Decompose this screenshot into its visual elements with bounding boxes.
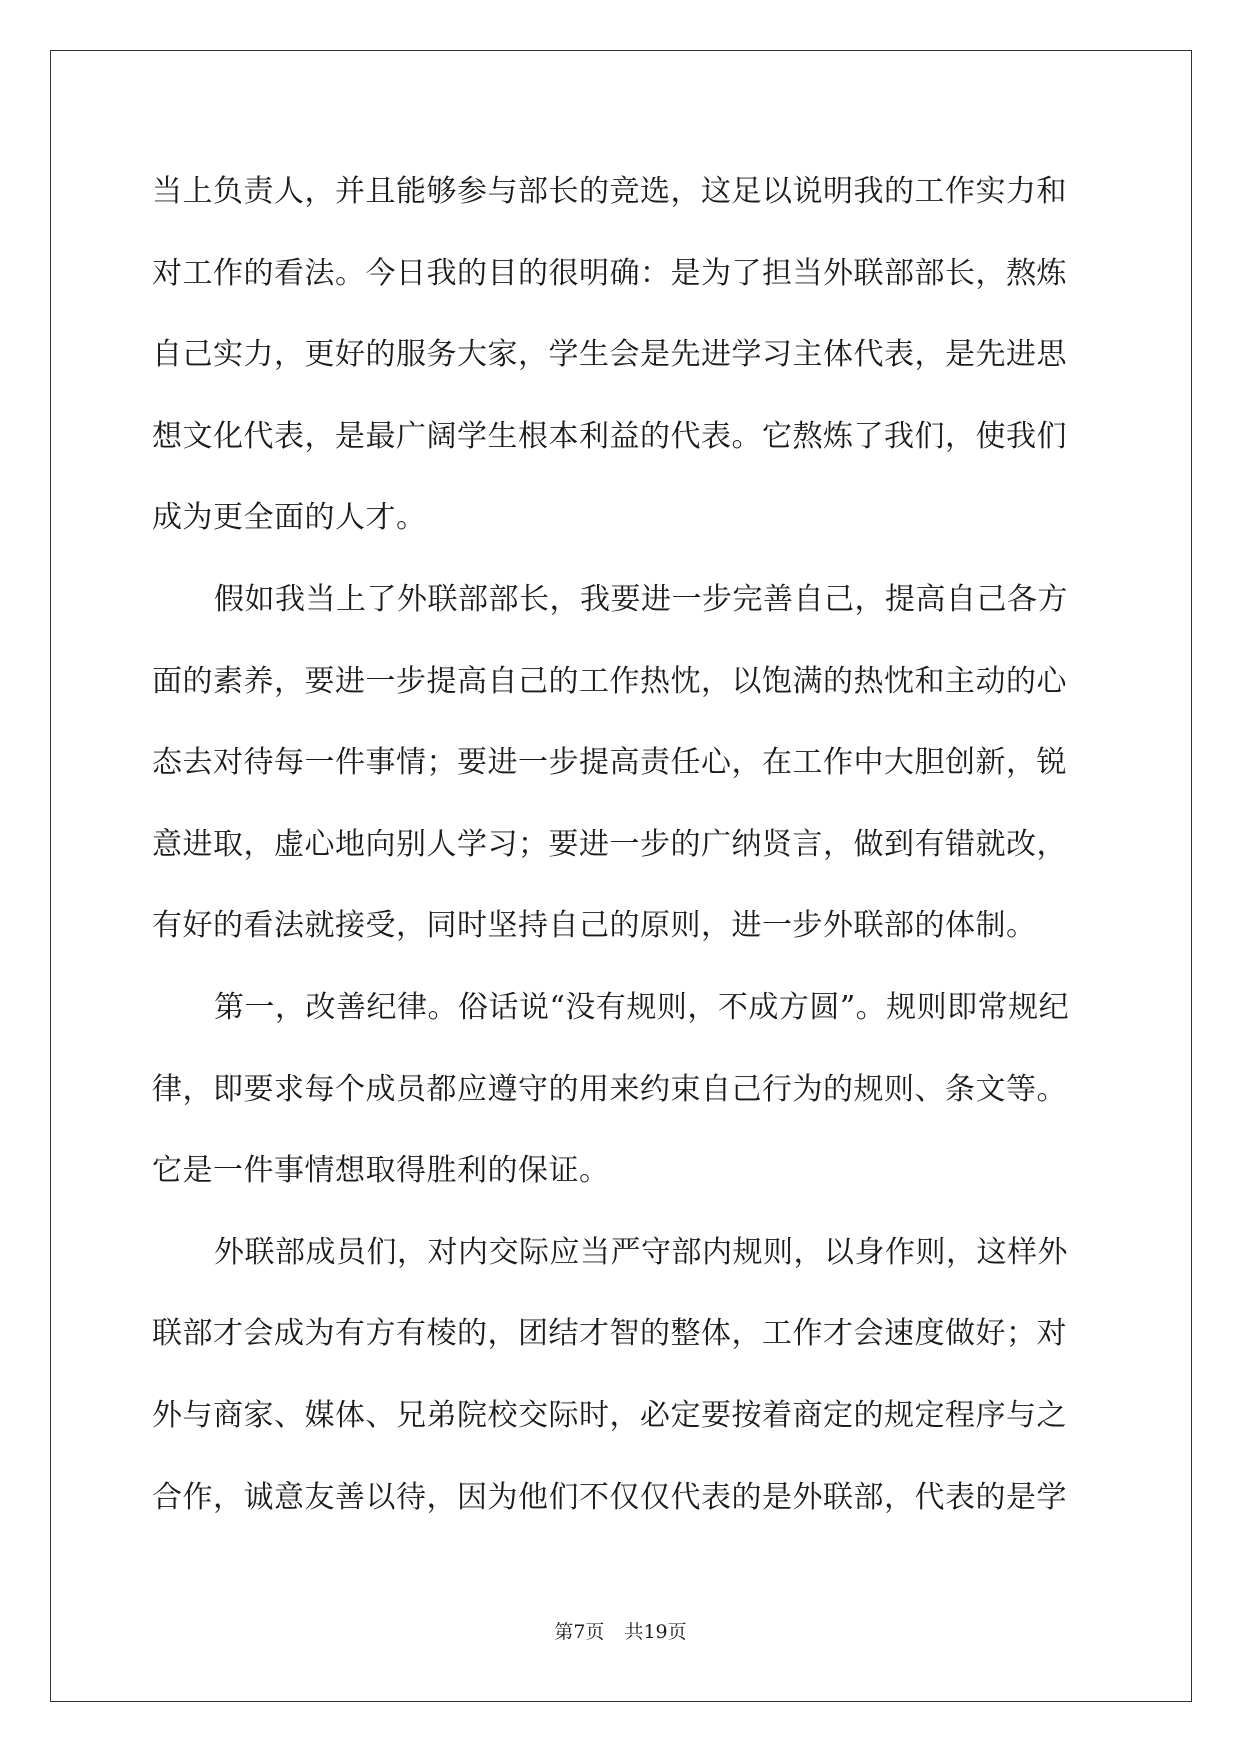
page-number-total: 共19页 <box>624 1621 687 1643</box>
text-line: 对工作的看法。今日我的目的很明确：是为了担当外联部部长，熬炼 <box>152 255 1067 291</box>
text-line: 意进取，虚心地向别人学习；要进一步的广纳贤言，做到有错就改， <box>152 826 1067 862</box>
text-line: 假如我当上了外联部部长，我要进一步完善自己，提高自己各方 <box>214 581 1068 617</box>
page-footer <box>0 1617 1241 1644</box>
page-number-current: 第7页 <box>554 1621 605 1643</box>
text-line: 第一，改善纪律。俗话说“没有规则，不成方圆”。规则即常规纪 <box>214 989 1070 1025</box>
text-line: 当上负责人，并且能够参与部长的竞选，这足以说明我的工作实力和 <box>152 174 1067 209</box>
text-line: 自己实力，更好的服务大家，学生会是先进学习主体代表，是先进思 <box>152 337 1067 373</box>
text-line: 有好的看法就接受，同时坚持自己的原则，进一步外联部的体制。 <box>152 908 1037 944</box>
text-line: 联部才会成为有方有棱的，团结才智的整体，工作才会速度做好；对 <box>152 1316 1067 1352</box>
text-line: 合作，诚意友善以待，因为他们不仅仅代表的是外联部，代表的是学 <box>152 1479 1067 1515</box>
text-line: 成为更全面的人才。 <box>152 500 427 536</box>
text-line: 它是一件事情想取得胜利的保证。 <box>152 1153 610 1189</box>
text-line: 想文化代表，是最广阔学生根本利益的代表。它熬炼了我们，使我们 <box>152 418 1067 454</box>
document-body <box>152 151 1092 1538</box>
text-line: 律，即要求每个成员都应遵守的用来约束自己行为的规则、条文等。 <box>152 1071 1067 1107</box>
text-line: 外联部成员们，对内交际应当严守部内规则，以身作则，这样外 <box>214 1234 1068 1270</box>
text-line: 态去对待每一件事情；要进一步提高责任心，在工作中大胆创新，锐 <box>152 745 1067 781</box>
text-line: 面的素养，要进一步提高自己的工作热忱，以饱满的热忱和主动的心 <box>152 663 1067 699</box>
text-line: 外与商家、媒体、兄弟院校交际时，必定要按着商定的规定程序与之 <box>152 1397 1067 1433</box>
